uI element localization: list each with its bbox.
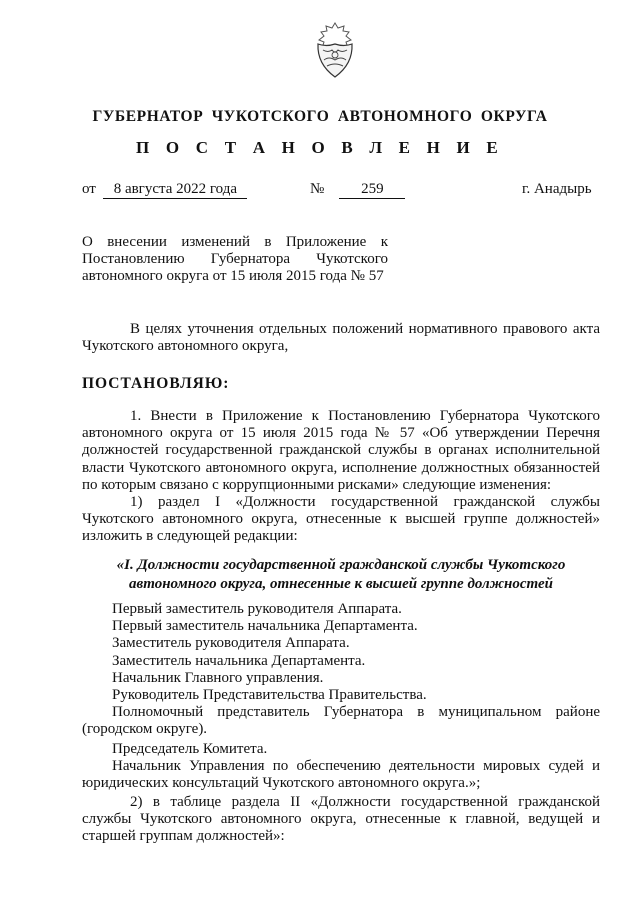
position-line: юридических консультаций Чукотского автономного округа.»; [82,775,481,792]
subclause-line: изложить в следующей редакции: [82,528,298,545]
subclause-1 [82,494,600,546]
document-number: 259 [339,181,405,199]
position-item: Заместитель начальника Департамента. [112,652,366,669]
subject-block [82,234,388,286]
position-item: Начальник Главного управления. [112,669,324,686]
date-prefix: от [82,181,96,197]
clause-line: 1. Внести в Приложение к Постановлению Губернатора Чукотского [130,408,600,424]
position-justice [82,758,600,792]
position-committee [82,741,600,758]
position-item: Руководитель Представительства Правительства. [112,687,427,704]
document-date: 8 августа 2022 года [103,181,247,199]
clause-line: автономного округа от 15 июля 2015 года № 57 «Об утверждении Перечня [82,425,600,442]
document-type: П О С Т А Н О В Л Е Н И Е [136,138,504,157]
subclause-line: Чукотского автономного округа, отнесенные к высшей группе должностей» [82,511,600,528]
section-heading [82,556,600,593]
issuer-title: ГУБЕРНАТОР ЧУКОТСКОГО АВТОНОМНОГО ОКРУГА [92,108,548,125]
position-item: Председатель Комитета. [112,741,268,757]
clause-line: власти Чукотского автономного округа, исполнение должностных обязанностей [82,459,600,476]
subclause-line: 2) в таблице раздела II «Должности государственной гражданской [130,794,600,810]
preamble [82,321,600,355]
position-item: Первый заместитель руководителя Аппарата. [112,601,402,617]
clause-1 [82,408,600,494]
preamble-line: Чукотского автономного округа, [82,338,289,355]
number-label: № [310,181,325,197]
section-heading-line: «I. Должности государственной гражданской службы Чукотского [116,557,566,573]
position-item: Первый заместитель начальника Департамента. [112,618,418,635]
subclause-line: старшей группам должностей»: [82,828,285,845]
position-line: Полномочный представитель Губернатора в муниципальном районе [112,704,600,720]
preamble-line: В целях уточнения отдельных положений нормативного правового акта [130,321,600,337]
resolve-word: ПОСТАНОВЛЯЮ: [82,375,230,392]
position-item: Заместитель руководителя Аппарата. [112,635,350,652]
section-heading-line: автономного округа, отнесенные к высшей группе должностей [129,575,553,592]
position-line: Начальник Управления по обеспечению деятельности мировых судей и [112,758,600,774]
city: г. Анадырь [522,181,592,197]
date-line [82,181,247,199]
clause-line: должностей государственной гражданской службы в органах исполнительной [82,442,600,459]
coat-of-arms-emblem [310,20,360,82]
subclause-line: службы Чукотского автономного округа, отнесенные к главной, ведущей и [82,811,600,828]
subject-line: автономного округа от 15 июля 2015 года № 57 [82,268,384,285]
subclause-line: 1) раздел I «Должности государственной гражданской службы [130,494,600,510]
position-list [82,601,600,704]
clause-line: по которым связано с коррупционными рисками» следующие изменения: [82,476,552,493]
position-plenipotentiary [82,704,600,738]
subject-line: Постановлению Губернатора Чукотского [82,251,388,268]
subject-line: О внесении изменений в Приложение к [82,234,388,250]
subclause-2 [82,794,600,846]
position-line: (городском округе). [82,721,208,738]
number-line [310,181,405,199]
